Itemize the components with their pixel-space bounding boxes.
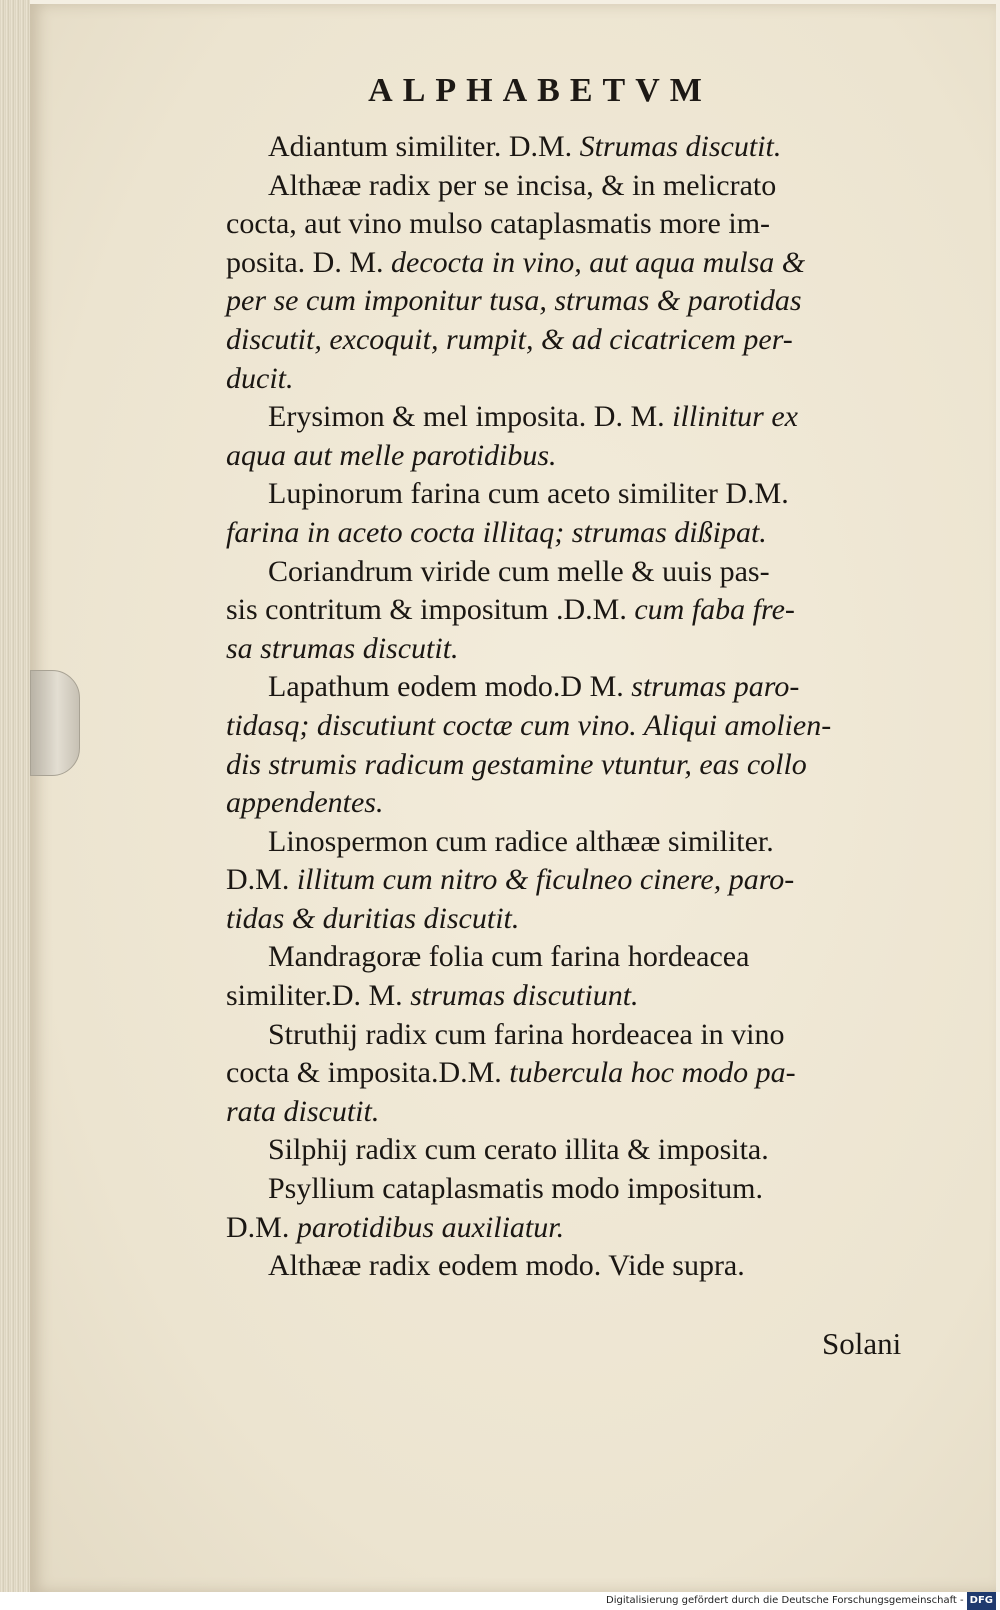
italic-text: sa strumas discutit.: [226, 631, 459, 665]
text-line: [226, 553, 926, 592]
text-line: [226, 321, 926, 360]
roman-text: Althææ radix per se incisa, & in melicrato: [268, 168, 777, 202]
text-entry: [226, 1016, 926, 1132]
text-line: [226, 282, 926, 321]
roman-text: similiter.D. M.: [226, 979, 403, 1013]
text-line: [226, 823, 926, 862]
text-line: [226, 1170, 926, 1209]
text-line: [226, 514, 926, 553]
roman-text: Mandragoræ folia cum farina hordeacea: [268, 940, 750, 974]
italic-text: parotidibus auxiliatur.: [296, 1210, 565, 1244]
roman-text: D.M.: [226, 1210, 290, 1244]
italic-text: illinitur ex: [672, 400, 798, 434]
roman-text: Linospermon cum radice althææ similiter.: [268, 824, 774, 858]
digitization-footer: [0, 1592, 1000, 1610]
text-line: [226, 861, 926, 900]
italic-text: Strumas discutit.: [579, 130, 782, 163]
page-marker-tab: [30, 670, 80, 776]
text-line: [226, 1016, 926, 1055]
text-line: [226, 437, 926, 476]
text-line: [226, 244, 926, 283]
italic-text: discutit, excoquit, rumpit, & ad cicatricem per-: [226, 322, 793, 356]
text-line: [226, 1209, 926, 1248]
text-line: [226, 1131, 926, 1170]
roman-text: Coriandrum viride cum melle & uuis pas-: [268, 554, 770, 588]
italic-text: strumas paro-: [631, 670, 800, 704]
italic-text: cum faba fre-: [634, 593, 795, 627]
text-line: [226, 591, 926, 630]
italic-text: aqua aut melle parotidibus.: [226, 438, 557, 472]
dfg-logo: DFG: [967, 1592, 996, 1610]
italic-text: illitum cum nitro & ficulneo cinere, paro-: [296, 863, 795, 897]
italic-text: dis strumis radicum gestamine vtuntur, eas collo: [226, 747, 807, 781]
text-entry: [226, 1131, 926, 1170]
text-line: [226, 746, 926, 785]
text-entry: [226, 167, 926, 399]
footer-credit: Digitalisierung gefördert durch die Deutsche Forschungsgemeinschaft -: [606, 1595, 964, 1606]
italic-text: tidasq; discutiunt coctæ cum vino. Aliqui amolien-: [226, 708, 832, 742]
text-line: [226, 205, 926, 244]
roman-text: cocta, aut vino mulso cataplasmatis more im-: [226, 207, 771, 241]
book-page-edges: [0, 0, 30, 1610]
text-line: [226, 167, 926, 206]
text-line: [226, 900, 926, 939]
italic-text: per se cum imponitur tusa, strumas & parotidas: [226, 284, 802, 318]
text-entry: [226, 668, 926, 822]
catchword: Solani: [822, 1326, 902, 1361]
text-entry: [226, 475, 926, 552]
text-line: [226, 938, 926, 977]
running-header: ALPHABETVM: [368, 72, 712, 109]
text-line: [226, 128, 926, 167]
roman-text: Lupinorum farina cum aceto similiter D.M.: [268, 477, 789, 511]
text-entry: [226, 398, 926, 475]
roman-text: Adiantum similiter. D.M.: [268, 130, 573, 163]
text-line: [226, 1247, 926, 1286]
text-line: [226, 668, 926, 707]
italic-text: farina in aceto cocta illitaq; strumas dißipat.: [226, 515, 767, 549]
italic-text: tidas & duritias discutit.: [226, 901, 520, 935]
roman-text: D.M.: [226, 863, 297, 897]
text-line: [226, 360, 926, 399]
roman-text: Struthij radix cum farina hordeacea in vino: [268, 1017, 785, 1051]
text-entry: [226, 1247, 926, 1286]
italic-text: tubercula hoc modo pa-: [509, 1056, 796, 1090]
italic-text: strumas discutiunt.: [410, 979, 639, 1013]
italic-text: decocta in vino, aut aqua mulsa &: [391, 245, 806, 279]
text-line: [226, 784, 926, 823]
text-line: [226, 977, 926, 1016]
italic-text: appendentes.: [226, 786, 384, 820]
text-entry: [226, 938, 926, 1015]
roman-text: Erysimon & mel imposita. D. M.: [268, 400, 665, 434]
italic-text: ducit.: [226, 361, 294, 395]
text-line: [226, 1093, 926, 1132]
roman-text: posita. D. M.: [226, 245, 391, 279]
page-text: [226, 128, 926, 1286]
text-entry: [226, 553, 926, 669]
roman-text: cocta & imposita.D.M.: [226, 1056, 502, 1090]
text-entry: [226, 823, 926, 939]
roman-text: Lapathum eodem modo.D M.: [268, 670, 624, 704]
roman-text: Althææ radix eodem modo. Vide supra.: [268, 1249, 745, 1283]
text-line: [226, 630, 926, 669]
italic-text: rata discutit.: [226, 1094, 380, 1128]
roman-text: sis contritum & impositum .D.M.: [226, 593, 627, 627]
roman-text: Psyllium cataplasmatis modo impositum.: [268, 1172, 763, 1206]
text-line: [226, 398, 926, 437]
text-line: [226, 1054, 926, 1093]
text-line: [226, 475, 926, 514]
roman-text: Silphij radix cum cerato illita & imposita.: [268, 1133, 769, 1167]
text-entry: [226, 128, 926, 167]
text-entry: [226, 1170, 926, 1247]
text-line: [226, 707, 926, 746]
